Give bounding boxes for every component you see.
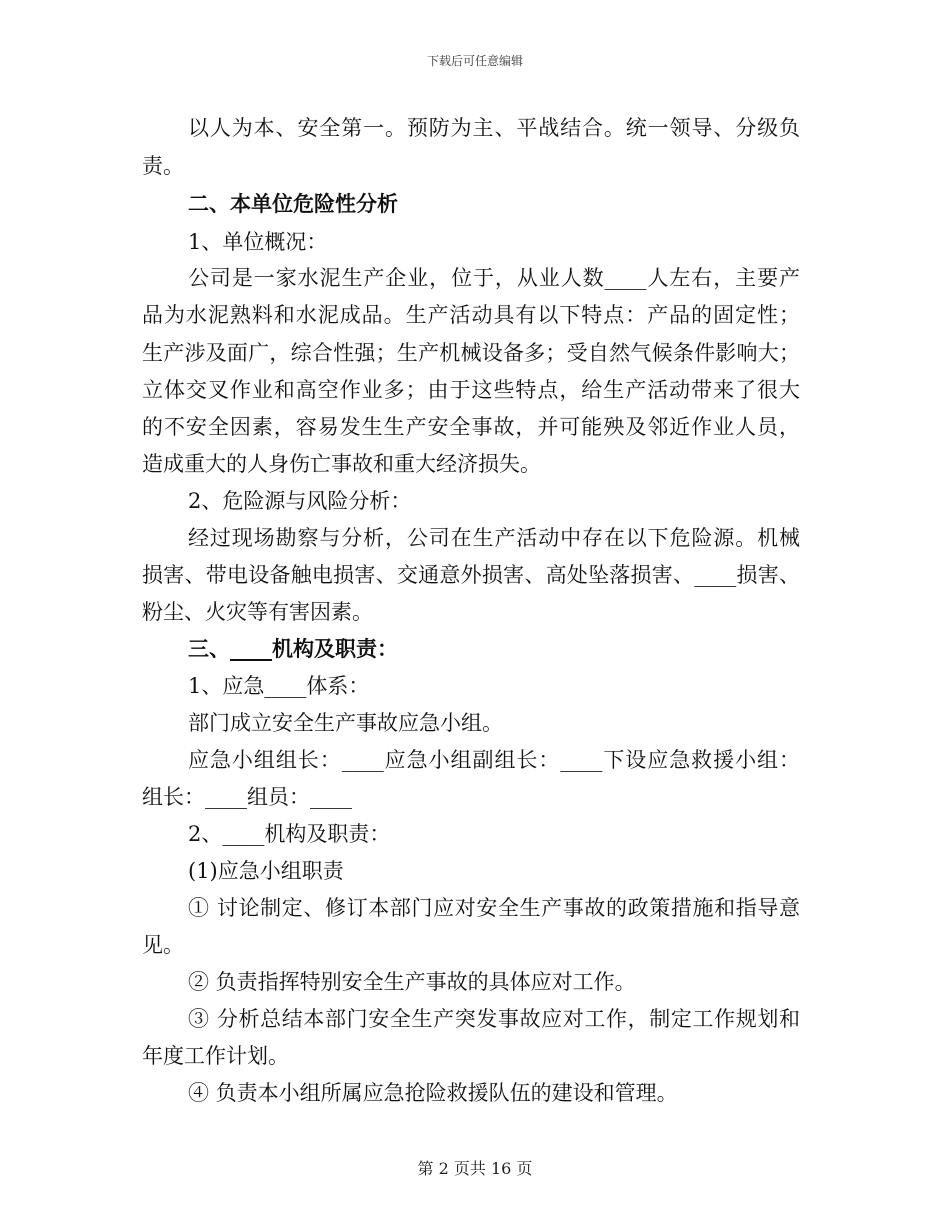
list-item: ④ 负责本小组所属应急抢险救援队伍的建设和管理。	[188, 1081, 678, 1105]
subsection-heading: 1、单位概况：	[188, 230, 328, 254]
section-heading: 二、本单位危险性分析	[188, 191, 398, 216]
paragraph-line: 损害、带电设备触电损害、交通意外损害、高处坠落损害、____损害、	[142, 563, 800, 587]
list-item: ② 负责指挥特别安全生产事故的具体应对工作。	[188, 970, 636, 994]
paragraph-line: 部门成立安全生产事故应急小组。	[188, 711, 503, 735]
paragraph-line: 生产涉及面广，综合性强；生产机械设备多；受自然气候条件影响大；	[142, 341, 800, 365]
list-item: ③ 分析总结本部门安全生产突发事故应对工作，制定工作规划和	[188, 1007, 800, 1031]
subsection-heading: 2、____机构及职责：	[188, 822, 391, 846]
paragraph-line: 应急小组组长：____应急小组副组长：____下设应急救援小组：	[188, 748, 800, 772]
list-heading: (1)应急小组职责	[188, 859, 344, 883]
paragraph-line: 品为水泥熟料和水泥成品。生产活动具有以下特点：产品的固定性；	[142, 303, 800, 327]
paragraph-line: 公司是一家水泥生产企业，位于，从业人数____人左右，主要产	[188, 266, 800, 290]
paragraph-line: 造成重大的人身伤亡事故和重大经济损失。	[142, 452, 541, 476]
paragraph-line: 组长：____组员：____	[142, 785, 352, 809]
paragraph-line: 以人为本、安全第一。预防为主、平战结合。统一领导、分级负	[188, 116, 800, 140]
paragraph-line: 责。	[142, 154, 184, 178]
paragraph-line: 立体交叉作业和高空作业多；由于这些特点，给生产活动带来了很大	[142, 378, 800, 402]
page-header: 下载后可任意编辑	[426, 54, 523, 68]
section-heading: 三、____机构及职责：	[188, 636, 398, 661]
list-item: ① 讨论制定、修订本部门应对安全生产事故的政策措施和指导意	[188, 896, 800, 920]
list-item-continuation: 见。	[142, 933, 184, 957]
paragraph-line: 的不安全因素，容易发生生产安全事故，并可能殃及邻近作业人员，	[142, 415, 800, 439]
paragraph-line: 粉尘、火灾等有害因素。	[142, 600, 373, 624]
subsection-heading: 2、危险源与风险分析：	[188, 489, 412, 513]
page-footer: 第 2 页共 16 页	[417, 1159, 533, 1178]
list-item-continuation: 年度工作计划。	[142, 1044, 289, 1068]
paragraph-line: 经过现场勘察与分析，公司在生产活动中存在以下危险源。机械	[188, 526, 800, 550]
subsection-heading: 1、应急____体系：	[188, 674, 370, 698]
